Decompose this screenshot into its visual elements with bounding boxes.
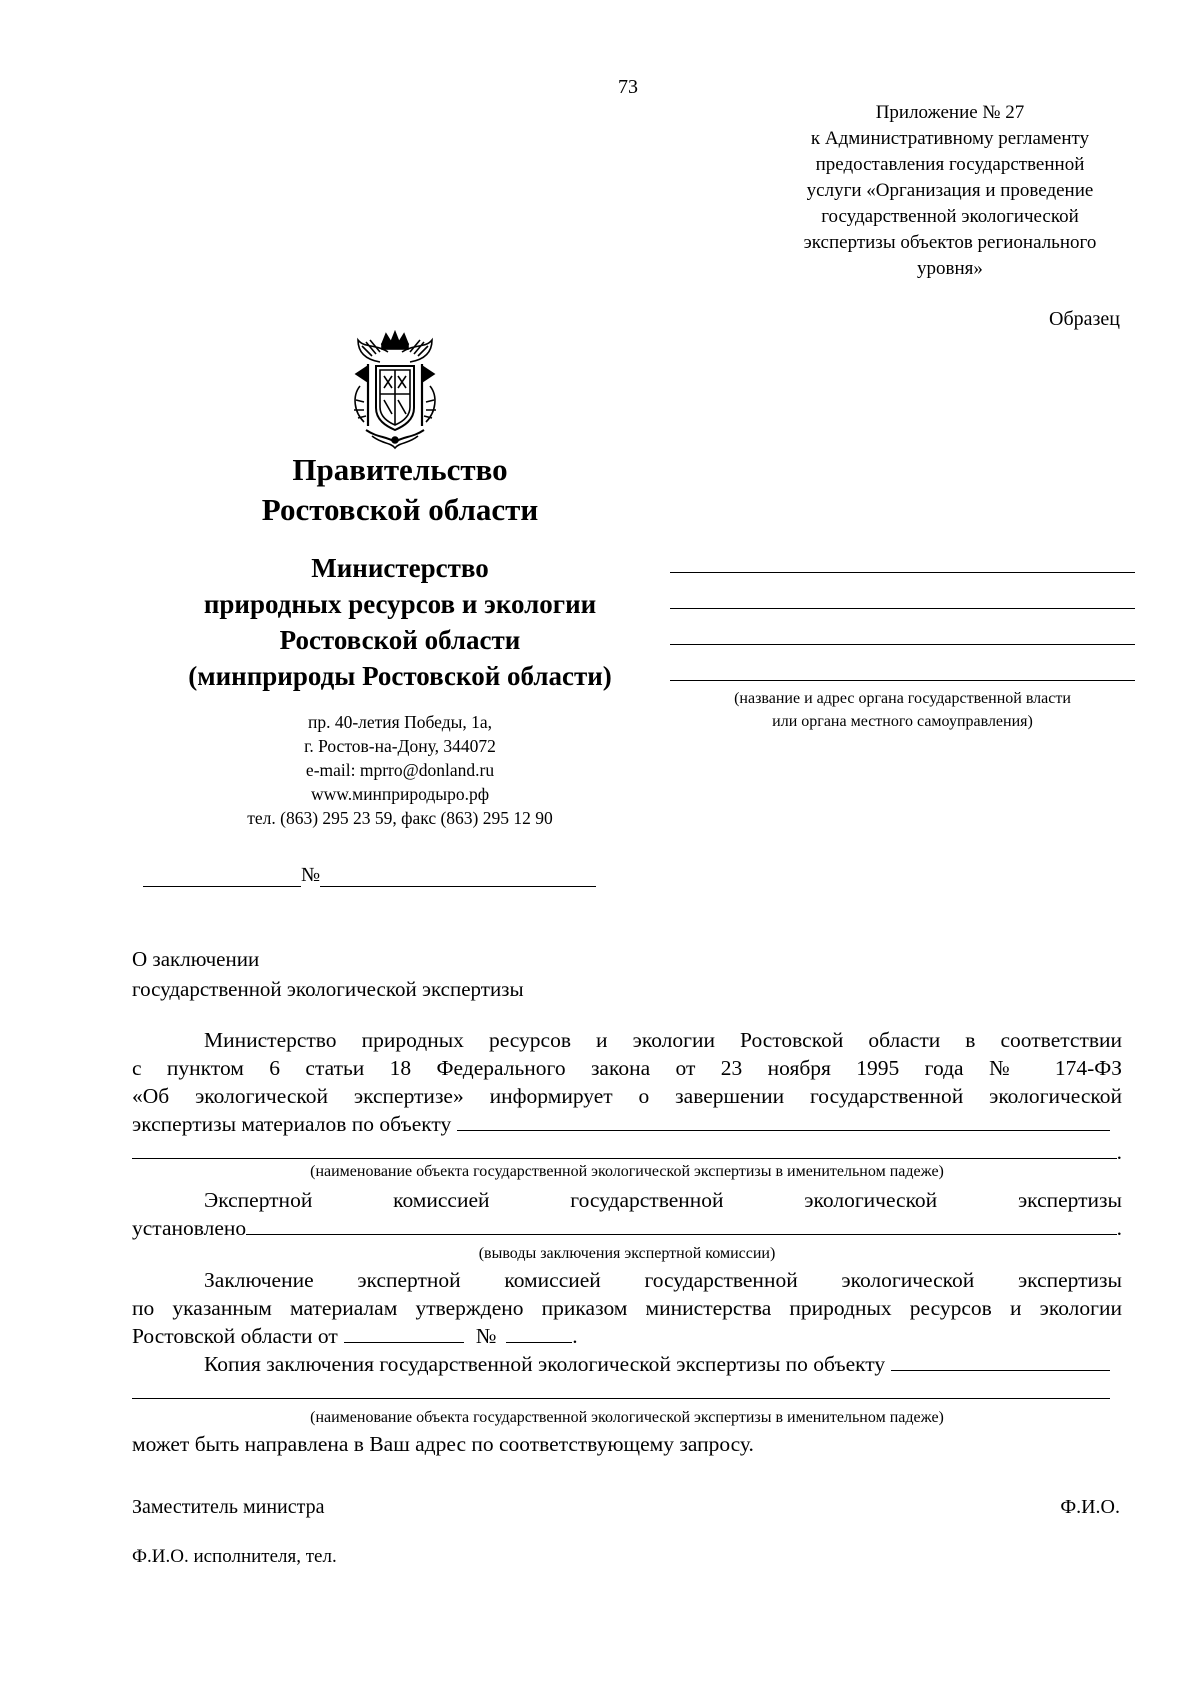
body-line: с пунктом 6 статьи 18 Федерального закона от 23 ноября 1995 года № 174-ФЗ <box>132 1056 1122 1080</box>
website: www.минприродыро.рф <box>310 784 490 804</box>
body-line-text: Ростовской области от <box>132 1324 338 1348</box>
ministry-title-line: Ростовской области <box>279 625 521 655</box>
appendix-line: к Административному регламенту <box>810 128 1090 149</box>
object-blank <box>457 1110 1110 1131</box>
number-blank <box>320 866 596 887</box>
ministry-title-line: Министерство <box>311 553 489 583</box>
appendix-line: предоставления государственной <box>815 154 1085 175</box>
period: . <box>1116 1216 1122 1240</box>
recipient-line <box>670 644 1135 645</box>
appendix-note <box>760 100 1140 282</box>
page-number: 73 <box>618 76 638 98</box>
period: . <box>572 1324 578 1348</box>
recipient-line <box>670 608 1135 609</box>
body-paragraph-1 <box>132 1026 1122 1166</box>
phone-fax: тел. (863) 295 23 59, факс (863) 295 12 90 <box>247 808 553 828</box>
recipient-caption-line: или органа местного самоуправления) <box>772 713 1033 730</box>
recipient-caption <box>670 687 1135 733</box>
government-title-line: Правительство <box>292 452 508 487</box>
address-line: пр. 40-летия Победы, 1а, <box>307 712 493 732</box>
order-number-blank <box>506 1322 572 1343</box>
conclusions-caption: (выводы заключения экспертной комиссии) <box>478 1245 776 1262</box>
body-paragraph-2 <box>132 1186 1122 1242</box>
appendix-line: уровня» <box>917 258 983 279</box>
appendix-line: экспертизы объектов регионального <box>803 232 1097 253</box>
government-title-line: Ростовской области <box>261 492 539 527</box>
subject-line: государственной экологической экспертизы <box>132 977 524 1001</box>
recipient-line <box>670 572 1135 573</box>
date-blank <box>143 866 301 887</box>
body-line-conclusions <box>132 1214 1122 1242</box>
number-sign: № <box>301 864 321 886</box>
body-line: Министерство природных ресурсов и экологии Ростовской области в соответствии <box>204 1028 1122 1052</box>
subject-line: О заключении <box>132 947 260 971</box>
body-line: Экспертной комиссией государственной экологической экспертизы <box>204 1188 1122 1212</box>
object-caption: (наименование объекта государственной экологической экспертизы в именительном падеже) <box>310 1163 944 1180</box>
body-line-text: экспертизы материалов по объекту <box>132 1112 452 1136</box>
address-line: г. Ростов-на-Дону, 344072 <box>304 736 496 756</box>
period: . <box>1116 1140 1122 1164</box>
body-paragraph-3 <box>132 1266 1122 1350</box>
body-line-text: Копия заключения государственной экологической экспертизы по объекту <box>204 1352 886 1376</box>
recipient-caption-line: (название и адрес органа государственной власти <box>734 690 1071 707</box>
object-caption: (наименование объекта государственной экологической экспертизы в именительном падеже) <box>310 1409 944 1426</box>
number-sign: № <box>475 1324 497 1348</box>
appendix-line: Приложение № 27 <box>875 102 1025 123</box>
object-blank <box>891 1350 1110 1371</box>
body-line-text: установлено <box>132 1216 247 1240</box>
order-date-blank <box>344 1322 464 1343</box>
ministry-title <box>140 550 660 694</box>
body-line-object <box>132 1110 1122 1138</box>
email: e-mail: mprro@donland.ru <box>305 760 495 780</box>
body-line-order <box>132 1322 1122 1350</box>
appendix-line: услуги «Организация и проведение <box>806 180 1094 201</box>
object-blank <box>132 1378 1110 1399</box>
reference-row <box>143 864 596 887</box>
body-line-copy-2 <box>132 1378 1122 1399</box>
body-line: «Об экологической экспертизе» информирует о завершении государственной экологической <box>132 1084 1122 1108</box>
sample-label: Образец <box>1049 308 1120 330</box>
body-paragraph-4 <box>132 1350 1122 1399</box>
executor-info: Ф.И.О. исполнителя, тел. <box>132 1546 337 1567</box>
body-line: по указанным материалам утверждено приказом министерства природных ресурсов и экологии <box>132 1296 1122 1320</box>
coat-of-arms-icon <box>342 330 448 450</box>
conclusions-blank <box>246 1214 1116 1235</box>
ministry-title-line: (минприроды Ростовской области) <box>188 661 612 691</box>
signer-position: Заместитель министра <box>132 1496 325 1518</box>
ministry-contacts <box>170 710 630 830</box>
object-blank <box>132 1138 1117 1159</box>
body-line: Заключение экспертной комиссией государственной экологической экспертизы <box>204 1268 1122 1292</box>
body-line-copy <box>132 1350 1122 1378</box>
appendix-line: государственной экологической <box>821 206 1079 227</box>
subject <box>132 944 524 1004</box>
ministry-title-line: природных ресурсов и экологии <box>203 589 597 619</box>
government-title <box>190 450 610 530</box>
body-line: может быть направлена в Ваш адрес по соответствующему запросу. <box>132 1432 754 1456</box>
recipient-line <box>670 680 1135 681</box>
signer-name: Ф.И.О. <box>1060 1496 1120 1518</box>
